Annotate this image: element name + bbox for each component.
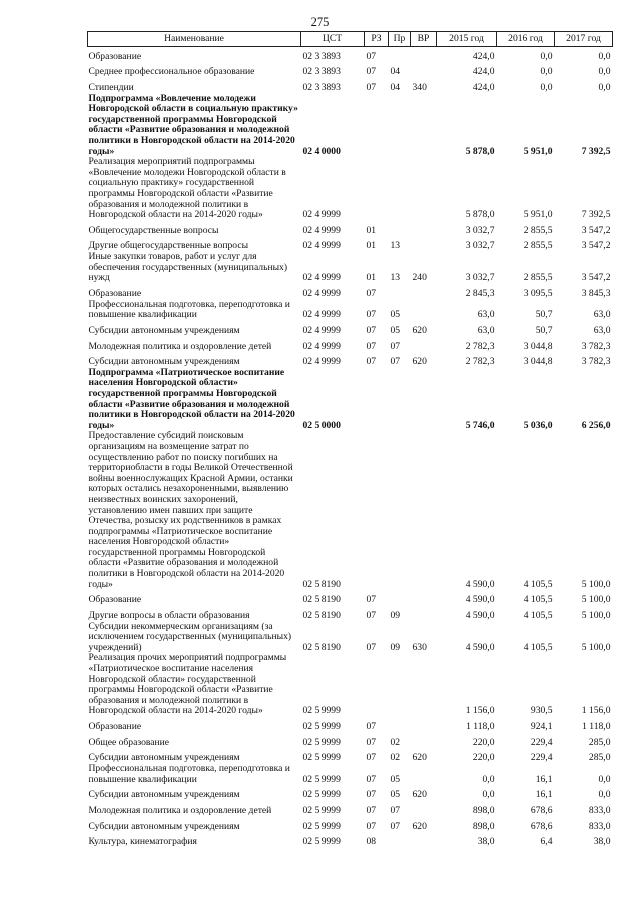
column-header-2017: 2017 год [555, 32, 613, 47]
table-row [88, 78, 613, 94]
cell-2016: 5 036,0 [523, 419, 553, 431]
cell-vr [411, 157, 437, 221]
cell-vr: 340 [412, 81, 427, 93]
column-header-pr: Пр [389, 32, 411, 47]
cell-vr [411, 336, 437, 352]
cell-pr [389, 157, 411, 221]
cell-name: Стипендии [88, 81, 134, 93]
cell-name: Предоставление субсидий поисковым организациям на возмещение затрат по осуществлению работ по поиску погибших на территориобласти в годы Великой Отечественной войны военнослужащих Красной Армии, останки которых остались незахороненными, выявлению неизвестных воинских захоронений, установлению имен павших при защите Отечества, розыску их родственников в рамках подпрограммы «Патриотическое воспитание населения Новгородской области» государственной программы Новгородской области «Развитие образования и молодежной политики в Новгородской области на 2014-2020 годы» [88, 430, 293, 590]
column-header-rz: РЗ [365, 32, 389, 47]
table-row [88, 284, 613, 300]
cell-pr: 07 [390, 820, 401, 832]
cell-rz: 08 [366, 836, 377, 848]
cell-rz: 07 [366, 752, 377, 764]
cell-pr: 09 [390, 641, 401, 653]
budget-table [87, 31, 613, 848]
cell-2016: 4 105,5 [523, 578, 553, 590]
cell-2015: 424,0 [472, 66, 495, 78]
cell-2015: 4 590,0 [465, 578, 495, 590]
table-row [88, 62, 613, 78]
cell-vr: 240 [412, 272, 427, 284]
cell-name: Другие вопросы в области образования [88, 610, 250, 622]
cell-vr: 620 [412, 752, 427, 764]
cell-cst: 02 4 9999 [302, 224, 341, 236]
cell-rz: 07 [366, 736, 377, 748]
cell-2015: 898,0 [472, 820, 495, 832]
cell-rz: 07 [366, 773, 377, 785]
cell-pr [389, 47, 411, 63]
cell-2016: 678,6 [530, 820, 553, 832]
cell-cst: 02 5 9999 [302, 836, 341, 848]
cell-2015: 4 590,0 [465, 610, 495, 622]
cell-2015: 2 845,3 [465, 287, 495, 299]
cell-name: Подпрограмма «Вовлечение молодежи Новгородской области в социальную практику» государственной программы Новгородской области «Развитие образования и молодежной политики в Новгородской области на 2014-2020 годы» [88, 92, 298, 157]
cell-rz [365, 157, 389, 221]
cell-2017: 63,0 [593, 309, 611, 321]
cell-name: Иные закупки товаров, работ и услуг для обеспечения государственных (муниципальных) нужд [88, 251, 288, 284]
table-row [88, 733, 613, 749]
cell-vr [411, 236, 437, 252]
cell-vr: 620 [412, 789, 427, 801]
cell-cst: 02 4 9999 [302, 209, 341, 221]
cell-2015: 2 782,3 [465, 356, 495, 368]
cell-pr [389, 221, 411, 237]
cell-rz [365, 368, 389, 432]
cell-2017: 1 118,0 [582, 721, 611, 733]
cell-2016: 678,6 [530, 805, 553, 816]
cell-pr [389, 832, 411, 848]
table-row [88, 431, 613, 590]
table-row [88, 157, 613, 221]
column-header-2015: 2015 год [437, 32, 497, 47]
cell-rz: 07 [366, 805, 377, 816]
cell-2017: 0,0 [598, 789, 611, 801]
cell-2017: 1 156,0 [581, 705, 611, 717]
cell-pr: 02 [390, 752, 401, 764]
cell-cst: 02 4 9999 [302, 324, 341, 336]
cell-vr [411, 832, 437, 848]
cell-2017: 3 547,2 [581, 272, 611, 284]
cell-name: Молодежная политика и оздоровление детей [88, 805, 272, 816]
cell-2017: 3 782,3 [581, 356, 611, 368]
table-row [88, 717, 613, 733]
table-row [88, 221, 613, 237]
cell-2017: 63,0 [593, 324, 611, 336]
cell-cst: 02 3 3893 [302, 50, 341, 62]
table-row [88, 785, 613, 801]
table-row [88, 300, 613, 321]
cell-2015: 1 118,0 [466, 721, 495, 733]
table-row [88, 817, 613, 833]
cell-2017: 3 782,3 [581, 340, 611, 352]
table-row [88, 748, 613, 764]
cell-2016: 5 951,0 [523, 145, 553, 157]
cell-pr: 07 [390, 805, 401, 816]
cell-vr [411, 801, 437, 817]
cell-2016: 924,1 [530, 721, 553, 733]
cell-2016: 16,1 [535, 789, 553, 801]
cell-name: Субсидии автономным учреждениям [88, 324, 240, 336]
column-header-2016: 2016 год [497, 32, 555, 47]
cell-2017: 285,0 [588, 752, 611, 764]
cell-vr [411, 221, 437, 237]
cell-vr [411, 62, 437, 78]
column-header-vr: ВР [411, 32, 437, 47]
cell-vr [411, 764, 437, 785]
cell-vr [411, 284, 437, 300]
cell-2015: 5 746,0 [465, 419, 495, 431]
cell-2015: 220,0 [472, 752, 495, 764]
cell-2016: 4 105,5 [523, 610, 553, 622]
cell-pr: 13 [390, 272, 401, 284]
table-row [88, 321, 613, 337]
cell-2015: 1 156,0 [465, 705, 495, 717]
table-row [88, 236, 613, 252]
cell-2015: 220,0 [472, 736, 495, 748]
cell-2016: 3 095,5 [523, 287, 553, 299]
cell-cst: 02 5 9999 [302, 820, 341, 832]
cell-rz: 01 [366, 224, 377, 236]
table-row [88, 832, 613, 848]
cell-rz: 07 [366, 66, 377, 78]
cell-2017: 0,0 [598, 50, 611, 62]
cell-cst: 02 4 9999 [302, 287, 341, 299]
cell-2015: 424,0 [472, 50, 495, 62]
cell-pr: 07 [390, 340, 401, 352]
table-row [88, 590, 613, 606]
cell-pr [389, 94, 411, 158]
cell-name: Реализация прочих мероприятий подпрограммы «Патриотическое воспитание населения Новгородской области» государственной программы Новгородской области «Развитие образования и молодежной политики в Новгородской области на 2014-2020 годы» [88, 652, 287, 717]
cell-2016: 0,0 [540, 66, 553, 78]
cell-rz [365, 94, 389, 158]
cell-2017: 7 392,5 [581, 209, 611, 221]
cell-cst: 02 5 8190 [302, 610, 341, 622]
cell-2016: 229,4 [530, 752, 553, 764]
cell-pr [389, 653, 411, 717]
cell-name: Субсидии некоммерческим организациям (за исключением государственных (муниципальных) учреждений) [88, 620, 292, 653]
cell-vr [411, 606, 437, 622]
cell-2016: 0,0 [540, 50, 553, 62]
cell-rz: 07 [366, 324, 377, 336]
cell-rz [365, 653, 389, 717]
table-row [88, 368, 613, 432]
cell-rz: 07 [366, 50, 377, 62]
cell-cst: 02 5 9999 [302, 789, 341, 801]
cell-2017: 3 547,2 [581, 240, 611, 252]
cell-pr: 05 [390, 789, 401, 801]
cell-name: Профессиональная подготовка, переподготовка и повышение квалификации [88, 763, 290, 785]
cell-pr: 07 [390, 356, 401, 368]
cell-pr: 13 [390, 240, 401, 252]
cell-name: Субсидии автономным учреждениям [88, 356, 240, 368]
cell-name: Общегосударственные вопросы [88, 224, 219, 236]
cell-rz: 07 [366, 610, 377, 622]
cell-cst: 02 5 8190 [302, 578, 341, 590]
cell-cst: 02 5 9999 [302, 773, 341, 785]
cell-rz: 07 [366, 81, 377, 93]
cell-pr: 02 [390, 736, 401, 748]
cell-vr: 620 [412, 356, 427, 368]
cell-name: Образование [88, 287, 142, 299]
cell-cst: 02 4 9999 [302, 356, 341, 368]
cell-2017: 7 392,5 [581, 145, 611, 157]
cell-cst: 02 3 3893 [302, 66, 341, 78]
cell-2015: 3 032,7 [465, 224, 495, 236]
cell-cst: 02 4 9999 [302, 309, 341, 321]
cell-name: Культура, кинематография [88, 836, 197, 848]
cell-cst: 02 3 3893 [302, 81, 341, 93]
cell-2016: 4 105,5 [523, 641, 553, 653]
cell-name: Другие общегосударственные вопросы [88, 240, 249, 252]
cell-name: Профессиональная подготовка, переподготовка и повышение квалификации [88, 298, 290, 321]
cell-2016: 2 855,5 [523, 272, 553, 284]
cell-2015: 4 590,0 [465, 594, 495, 606]
cell-vr [411, 653, 437, 717]
cell-name: Субсидии автономным учреждениям [88, 752, 240, 764]
table-row [88, 252, 613, 284]
table-row [88, 94, 613, 158]
page-number: 275 [310, 15, 330, 29]
cell-rz: 01 [366, 240, 377, 252]
cell-rz: 07 [366, 594, 377, 606]
cell-rz: 01 [366, 272, 377, 284]
table-row [88, 47, 613, 63]
cell-2016: 50,7 [535, 324, 553, 336]
cell-name: Молодежная политика и оздоровление детей [88, 340, 272, 352]
cell-cst: 02 4 0000 [302, 145, 341, 157]
cell-pr: 05 [390, 324, 401, 336]
cell-vr [411, 717, 437, 733]
cell-rz: 07 [366, 309, 377, 321]
cell-2016: 2 855,5 [523, 224, 553, 236]
cell-cst: 02 4 9999 [302, 240, 341, 252]
cell-2015: 63,0 [477, 309, 495, 321]
cell-vr: 620 [412, 820, 427, 832]
cell-2016: 0,0 [540, 81, 553, 93]
cell-name: Образование [88, 721, 142, 733]
cell-2017: 5 100,0 [581, 578, 611, 590]
cell-pr: 09 [390, 610, 401, 622]
cell-pr [389, 368, 411, 432]
table-row [88, 801, 613, 817]
cell-2016: 930,5 [530, 705, 553, 717]
cell-cst: 02 5 0000 [302, 419, 341, 431]
cell-cst: 02 5 9999 [302, 721, 341, 733]
table-row [88, 622, 613, 654]
cell-name: Среднее профессиональное образование [88, 66, 255, 78]
cell-cst: 02 5 9999 [302, 736, 341, 748]
cell-2016: 4 105,5 [523, 594, 553, 606]
table-row [88, 653, 613, 717]
cell-2017: 833,0 [588, 805, 611, 816]
cell-cst: 02 5 9999 [302, 752, 341, 764]
cell-cst: 02 4 9999 [302, 340, 341, 352]
column-header-name: Наименование [88, 32, 301, 47]
cell-rz: 07 [366, 789, 377, 801]
cell-2017: 0,0 [598, 66, 611, 78]
cell-vr [411, 431, 437, 590]
cell-2017: 38,0 [593, 836, 611, 848]
cell-2016: 16,1 [535, 773, 553, 785]
cell-2016: 5 951,0 [523, 209, 553, 221]
cell-pr: 04 [390, 81, 401, 93]
cell-vr: 620 [412, 324, 427, 336]
cell-rz [365, 431, 389, 590]
cell-rz: 07 [366, 356, 377, 368]
cell-2016: 229,4 [530, 736, 553, 748]
cell-pr: 05 [390, 309, 401, 321]
cell-2015: 5 878,0 [465, 145, 495, 157]
cell-2015: 424,0 [472, 81, 495, 93]
cell-name: Субсидии автономным учреждениям [88, 789, 240, 801]
cell-name: Подпрограмма «Патриотическое воспитание населения Новгородской области» государственной программы Новгородской области «Развитие образования и молодежной политики в Новгородской области на 2014-2020 годы» [88, 366, 295, 431]
table-row [88, 336, 613, 352]
cell-2016: 50,7 [535, 309, 553, 321]
cell-2015: 0,0 [482, 789, 495, 801]
cell-cst: 02 4 9999 [302, 272, 341, 284]
cell-vr [411, 368, 437, 432]
cell-2015: 5 878,0 [465, 209, 495, 221]
cell-vr [411, 733, 437, 749]
cell-2017: 0,0 [598, 81, 611, 93]
cell-2015: 4 590,0 [465, 641, 495, 653]
cell-name: Субсидии автономным учреждениям [88, 820, 240, 832]
cell-rz: 07 [366, 340, 377, 352]
cell-pr [389, 431, 411, 590]
cell-2016: 3 044,8 [523, 356, 553, 368]
cell-2015: 3 032,7 [465, 240, 495, 252]
cell-rz: 07 [366, 287, 377, 299]
cell-name: Образование [88, 594, 142, 606]
cell-2017: 6 256,0 [581, 419, 611, 431]
cell-pr: 04 [390, 66, 401, 78]
cell-cst: 02 5 9999 [302, 805, 341, 816]
cell-2017: 5 100,0 [581, 641, 611, 653]
cell-2017: 833,0 [588, 820, 611, 832]
cell-cst: 02 5 8190 [302, 641, 341, 653]
cell-2015: 38,0 [477, 836, 495, 848]
cell-pr [389, 590, 411, 606]
table-body [88, 47, 613, 848]
cell-2017: 3 547,2 [581, 224, 611, 236]
cell-2016: 3 044,8 [523, 340, 553, 352]
table-row [88, 764, 613, 785]
cell-2016: 6,4 [540, 836, 553, 848]
cell-2015: 3 032,7 [465, 272, 495, 284]
cell-vr [411, 590, 437, 606]
cell-rz: 07 [366, 820, 377, 832]
cell-pr [389, 717, 411, 733]
cell-2017: 285,0 [588, 736, 611, 748]
cell-rz: 07 [366, 721, 377, 733]
cell-2016: 2 855,5 [523, 240, 553, 252]
table-row [88, 352, 613, 368]
table-row [88, 606, 613, 622]
cell-pr [389, 284, 411, 300]
cell-vr [411, 94, 437, 158]
cell-name: Общее образование [88, 736, 170, 748]
cell-2017: 5 100,0 [581, 594, 611, 606]
cell-2015: 2 782,3 [465, 340, 495, 352]
cell-2017: 3 845,3 [581, 287, 611, 299]
cell-name: Реализация мероприятий подпрограммы «Вовлечение молодежи Новгородской области в социальную практику» государственной программы Новгородской области «Развитие образования и молодежной политики в Новгородской области на 2014-2020 годы» [88, 156, 286, 221]
cell-2015: 63,0 [477, 324, 495, 336]
cell-cst: 02 5 9999 [302, 705, 341, 717]
cell-cst: 02 5 8190 [302, 594, 341, 606]
cell-rz: 07 [366, 641, 377, 653]
column-header-cst: ЦСТ [301, 32, 365, 47]
cell-vr [411, 300, 437, 321]
cell-name: Образование [88, 50, 142, 62]
cell-vr: 630 [412, 641, 427, 653]
cell-vr [411, 47, 437, 63]
cell-2017: 5 100,0 [581, 610, 611, 622]
table-header-row [88, 32, 613, 47]
cell-2015: 0,0 [482, 773, 495, 785]
cell-2015: 898,0 [472, 805, 495, 816]
cell-pr: 05 [390, 773, 401, 785]
cell-2017: 0,0 [598, 773, 611, 785]
